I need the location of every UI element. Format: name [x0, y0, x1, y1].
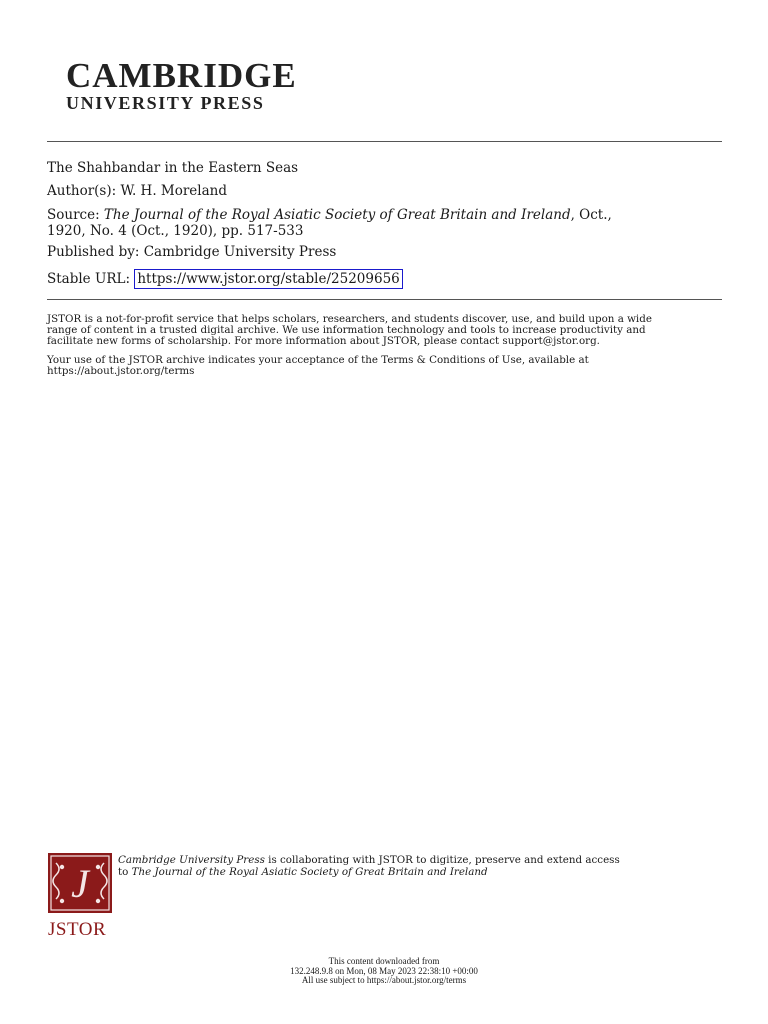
- logo-line-2: UNIVERSITY PRESS: [66, 93, 265, 113]
- collab-prefix: to: [118, 865, 132, 878]
- article-title: The Shahbandar in the Eastern Seas: [47, 160, 299, 176]
- jstor-emblem-icon: [48, 853, 112, 913]
- notice-line: facilitate new forms of scholarship. For more information about JSTOR, please contact support@jstor.org.: [47, 335, 600, 347]
- top-divider: [47, 141, 722, 142]
- logo-line-1: CAMBRIDGE: [66, 56, 297, 95]
- download-footer: [0, 957, 768, 986]
- stable-url-row: [47, 269, 722, 289]
- collaboration-statement: [118, 855, 718, 878]
- jstor-logo: [48, 853, 118, 941]
- jstor-notice: [47, 314, 722, 347]
- footer-terms-link[interactable]: All use subject to https://about.jstor.org/terms: [301, 975, 467, 985]
- author-label: Author(s):: [47, 183, 117, 199]
- published-label: Published by:: [47, 244, 140, 260]
- collab-journal: The Journal of the Royal Asiatic Society of Great Britain and Ireland: [131, 865, 488, 878]
- source-date: , Oct.,: [570, 207, 612, 223]
- terms-link[interactable]: https://about.jstor.org/terms: [47, 365, 195, 377]
- author-row: [47, 183, 722, 199]
- footer-line: 132.248.9.8 on Mon, 08 May 2023 22:38:10 +00:00: [290, 965, 478, 976]
- footer-line: This content downloaded from: [328, 956, 440, 966]
- svg-text:J: J: [71, 861, 89, 906]
- stable-url-label: Stable URL:: [47, 271, 131, 287]
- cambridge-university-press-logo: [66, 58, 316, 112]
- publisher-name: Cambridge University Press: [143, 244, 337, 260]
- source-row: [47, 207, 722, 239]
- collab-publisher: Cambridge University Press: [118, 854, 265, 866]
- jstor-wordmark: JSTOR: [48, 919, 107, 940]
- collab-text: is collaborating with JSTOR to digitize, preserve and extend access: [264, 854, 620, 866]
- author-name: W. H. Moreland: [120, 183, 228, 199]
- stable-url-link[interactable]: https://www.jstor.org/stable/25209656: [134, 269, 402, 289]
- publisher-row: [47, 244, 722, 260]
- middle-divider: [47, 299, 722, 300]
- source-label: Source:: [47, 207, 100, 223]
- notice-line: JSTOR is a not-for-profit service that helps scholars, researchers, and students discover, use, and build upon a wide: [47, 313, 652, 325]
- terms-notice: [47, 355, 722, 377]
- journal-name: The Journal of the Royal Asiatic Society of Great Britain and Ireland: [103, 207, 571, 223]
- notice-line: range of content in a trusted digital archive. We use information technology and tools to increase productivity and: [47, 324, 646, 336]
- notice-line: Your use of the JSTOR archive indicates your acceptance of the Terms & Conditions of Use, available at: [47, 354, 589, 366]
- article-metadata: [47, 160, 722, 176]
- source-issue: 1920, No. 4 (Oct., 1920), pp. 517-533: [47, 223, 304, 239]
